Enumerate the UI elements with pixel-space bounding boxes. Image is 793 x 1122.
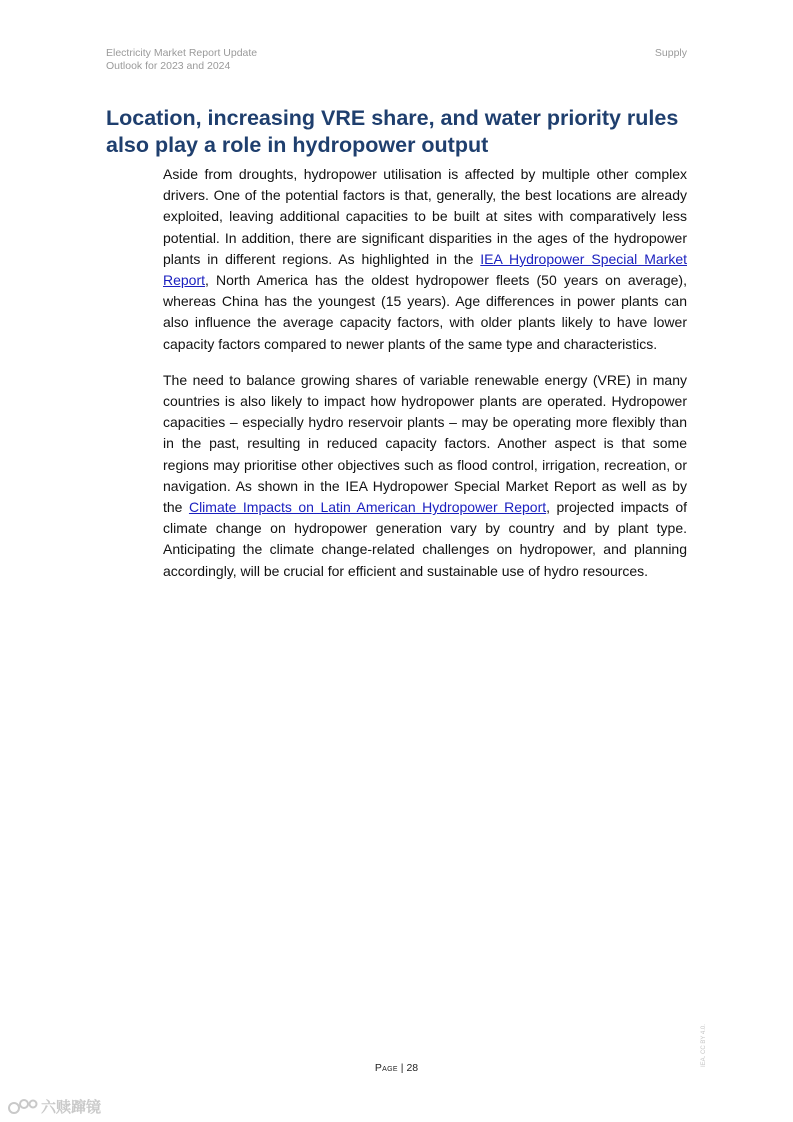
page-label: Page [374, 1062, 398, 1074]
watermark [8, 1096, 101, 1117]
report-title [106, 47, 257, 73]
watermark-text: 六赎蹿镜 [41, 1099, 102, 1116]
paragraph-2 [163, 370, 687, 582]
page-number: 28 [406, 1062, 419, 1074]
iea-hydropower-report-link[interactable]: IEA Hydropower Special Market Report [163, 250, 687, 289]
paragraph-2-text-end: , projected impacts of climate change on hydropower generation vary by country and by plant type. Anticipating the climate change-related challenges on hydropower, and planning accordingly, will be crucial for efficient and sustainable use of hydro resources. [163, 499, 687, 579]
watermark-logo-icon [8, 1098, 38, 1116]
license-note: IEA. CC BY 4.0. [701, 1024, 707, 1067]
section-label: Supply [654, 47, 687, 59]
climate-impacts-report-link[interactable]: Climate Impacts on Latin American Hydropower Report [188, 499, 547, 516]
page-footer [0, 1062, 793, 1074]
paragraph-1 [163, 164, 687, 355]
paragraph-1-text-start: Aside from droughts, hydropower utilisation is affected by multiple other complex drivers. One of the potential factors is that, generally, the best locations are already exploited, leaving additional capacities to be built at sites with comparatively less potential. In addition, there are significant disparities in the ages of the hydropower plants in different regions. As highlighted in the [163, 166, 687, 267]
report-title-line2: Outlook for 2023 and 2024 [106, 60, 231, 72]
body-text [163, 164, 687, 597]
report-title-line1: Electricity Market Report Update [106, 47, 258, 59]
section-heading: Location, increasing VRE share, and water priority rules also play a role in hydropower output [106, 106, 679, 157]
paragraph-1-text-end: , North America has the oldest hydropower fleets (50 years on average), whereas China has the youngest (15 years). Age differences in power plants can also influence the average capacity factors, with older plants likely to have lower capacity factors compared to newer plants of the same type and characteristics. [163, 272, 687, 352]
paragraph-2-text-start: The need to balance growing shares of variable renewable energy (VRE) in many countries is also likely to impact how hydropower plants are operated. Hydropower capacities – especially hydro reservoir plants – may be operating more flexibly than in the past, resulting in reduced capacity factors. Another aspect is that some regions may prioritise other objectives such as flood control, irrigation, recreation, or navigation. As shown in the IEA Hydropower Special Market Report as well as by the [163, 371, 687, 516]
page-separator: | [397, 1062, 407, 1074]
